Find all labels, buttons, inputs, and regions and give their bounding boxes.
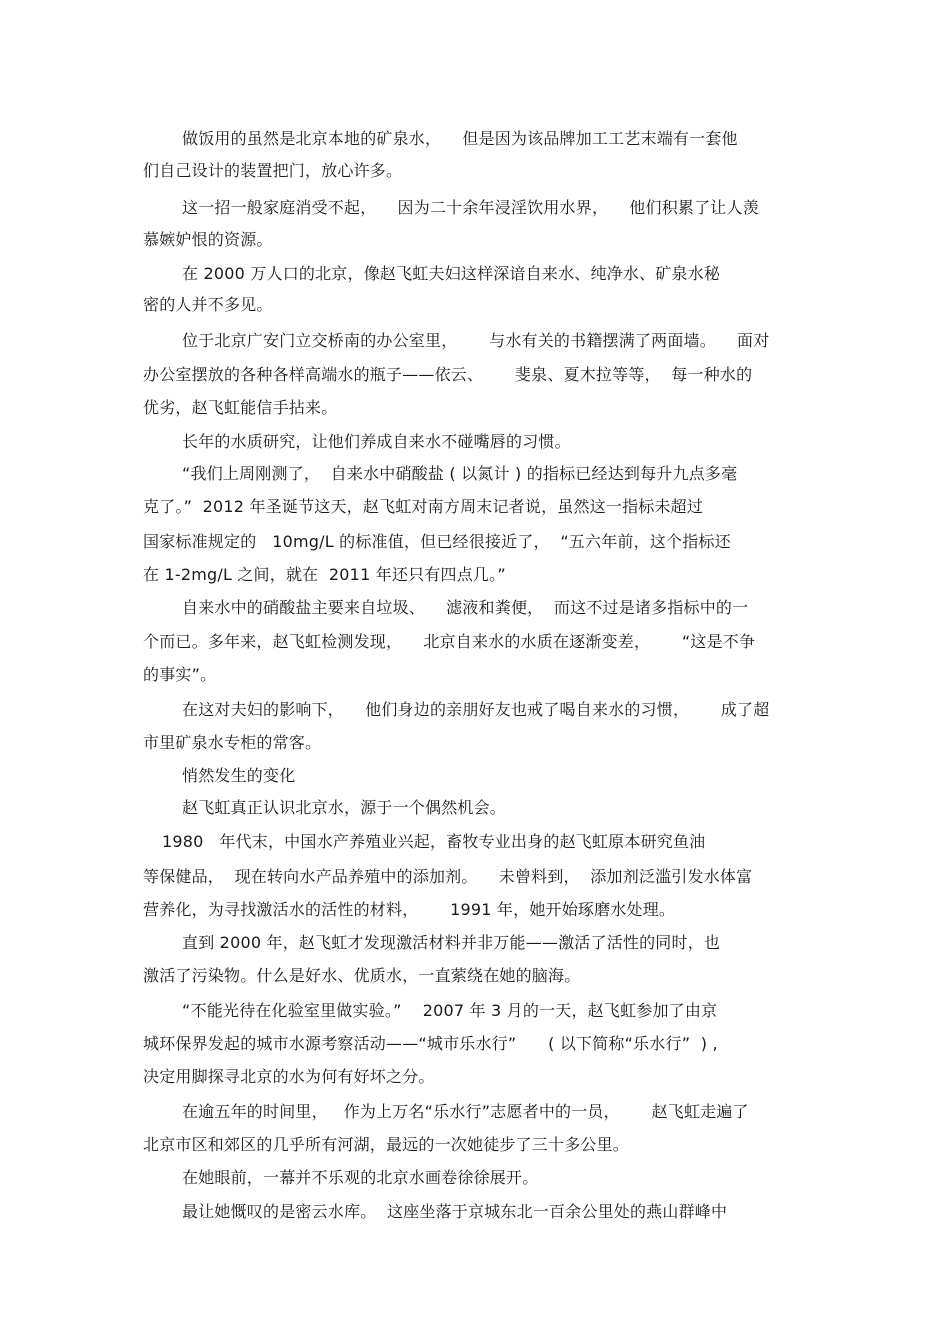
text-line: 国家标准规定的 10mg/L 的标准值，但已经很接近了， “五六年前，这个指标还 [143, 532, 731, 551]
text-line: 个而已。多年来，赵飞虹检测发现， 北京自来水的水质在逐渐变差， “这是不争 [143, 632, 756, 651]
text-line: 赵飞虹真正认识北京水，源于一个偶然机会。 [182, 798, 507, 817]
section-heading: 悄然发生的变化 [182, 766, 296, 785]
text-line: 在 1-2mg/L 之间，就在 2011 年还只有四点几。” [143, 565, 506, 584]
text-line: 办公室摆放的各种各样高端水的瓶子——依云、 斐泉、夏木拉等等， 每一种水的 [143, 365, 753, 384]
text-line: 等保健品， 现在转向水产品养殖中的添加剂。 未曾料到， 添加剂泛滥引发水体富 [143, 867, 753, 886]
text-line: 激活了污染物。什么是好水、优质水，一直萦绕在她的脑海。 [143, 966, 581, 985]
text-line: 在这对夫妇的影响下， 他们身边的亲朋好友也戒了喝自来水的习惯， 成了超 [182, 700, 770, 719]
text-line: 做饭用的虽然是北京本地的矿泉水， 但是因为该品牌加工工艺末端有一套他 [182, 129, 738, 148]
text-line: “我们上周刚测了， 自来水中硝酸盐 ( 以氮计 ) 的指标已经达到每升九点多毫 [182, 464, 738, 483]
text-line: 市里矿泉水专柜的常客。 [143, 733, 322, 752]
text-line: 决定用脚探寻北京的水为何有好坏之分。 [143, 1067, 435, 1086]
text-line: 最让她慨叹的是密云水库。 这座坐落于京城东北一百余公里处的燕山群峰中 [182, 1202, 728, 1221]
text-line: 北京市区和郊区的几乎所有河湖，最远的一次她徒步了三十多公里。 [143, 1135, 630, 1154]
text-line: 城环保界发起的城市水源考察活动——“城市乐水行” ( 以下简称“乐水行” ) , [143, 1034, 718, 1053]
text-line: 在她眼前，一幕并不乐观的北京水画卷徐徐展开。 [182, 1168, 539, 1187]
text-line: 在逾五年的时间里， 作为上万名“乐水行”志愿者中的一员， 赵飞虹走遍了 [182, 1102, 749, 1121]
text-line: 慕嫉妒恨的资源。 [143, 230, 273, 249]
text-line: 的事实”。 [143, 665, 217, 684]
text-line: 长年的水质研究，让他们养成自来水不碰嘴唇的习惯。 [182, 432, 571, 451]
text-line: 优劣，赵飞虹能信手拈来。 [143, 398, 338, 417]
text-line: 营养化，为寻找激活水的活性的材料， 1991 年，她开始琢磨水处理。 [143, 900, 676, 919]
text-line: 这一招一般家庭消受不起， 因为二十余年浸淫饮用水界， 他们积累了让人羡 [182, 198, 759, 217]
text-line: 位于北京广安门立交桥南的办公室里， 与水有关的书籍摆满了两面墙。 面对 [182, 331, 770, 350]
text-line: 1980 年代末，中国水产养殖业兴起，畜牧专业出身的赵飞虹原本研究鱼油 [162, 832, 706, 851]
text-line: 在 2000 万人口的北京，像赵飞虹夫妇这样深谙自来水、纯净水、矿泉水秘 [182, 264, 721, 283]
text-line: 自来水中的硝酸盐主要来自垃圾、 滤液和粪便， 而这不过是诸多指标中的一 [182, 598, 749, 617]
text-line: 直到 2000 年，赵飞虹才发现激活材料并非万能——激活了活性的同时，也 [182, 933, 721, 952]
text-line: 克了。” 2012 年圣诞节这天，赵飞虹对南方周末记者说，虽然这一指标未超过 [143, 497, 704, 516]
text-line: 密的人并不多见。 [143, 295, 273, 314]
text-line: 们自己设计的装置把门，放心许多。 [143, 161, 403, 180]
text-line: “不能光待在化验室里做实验。” 2007 年 3 月的一天，赵飞虹参加了由京 [182, 1001, 718, 1020]
